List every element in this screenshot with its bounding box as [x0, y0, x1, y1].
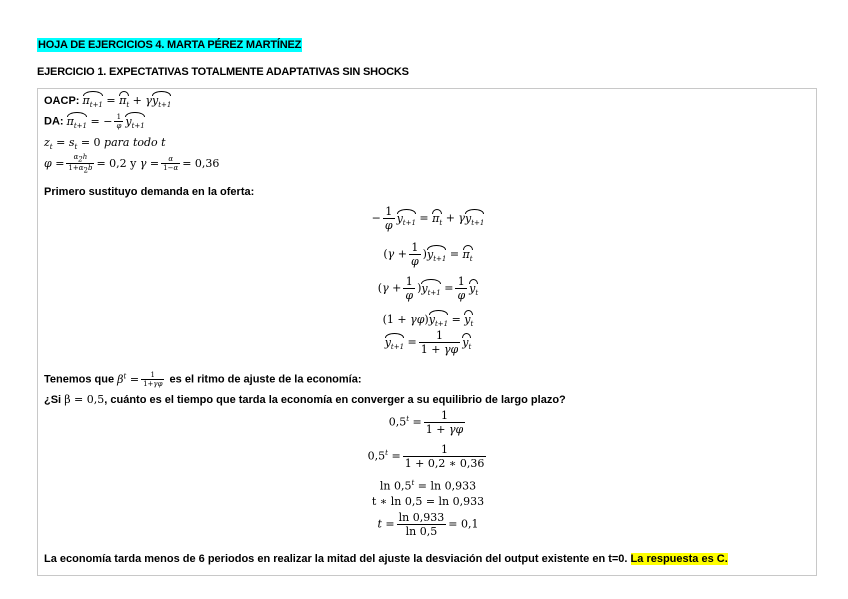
solution-line-1: $0,5^t$ = $\frac{1}{1 + \gamma\varphi}$: [388, 409, 464, 436]
exercise-title: EJERCICIO 1. EXPECTATIVAS TOTALMENTE ADAPTATIVAS SIN SHOCKS: [37, 66, 409, 78]
exercise-box: [37, 88, 817, 576]
question-line: [44, 393, 566, 407]
da-label: DA:: [44, 115, 64, 128]
question-after: , cuánto es el tiempo que tarda la economía en converger a su equilibrio de largo plazo?: [104, 394, 566, 406]
oacp-label: OACP:: [44, 95, 80, 107]
para-todo-text: para todo t: [104, 136, 166, 149]
answer-text: La respuesta es C.: [630, 553, 728, 565]
t-result: = 0,1: [448, 517, 479, 531]
gamma-value: = 0,36: [182, 156, 220, 170]
derivation-line-1: − $\frac{1}{\varphi}$ $y_{t+1} = \pi_t + \gamma y_{t+1}$: [371, 205, 485, 232]
solution-line-4: t ∗ ln 0,5 = ln 0,933: [371, 495, 485, 508]
solution-line-2: $0,5^t$ = $\frac{1}{1 + 0,2 ∗ 0,36}$: [367, 443, 485, 470]
solution-line-3: ln 0,5$^t$ = ln 0,933: [379, 479, 477, 493]
shock-equation: $z_t = s_t = 0$ para todo t: [44, 136, 166, 152]
conclusion-text: La economía tarda menos de 6 periodos en realizar la mitad del ajuste la desviación del output existente en t=0.: [44, 553, 628, 565]
da-equation: DA: $\pi_{t+1}$ = − $\frac{1}{\varphi}$ $y_{t+1}$: [44, 113, 145, 133]
derivation-line-4: $(1 + \gamma\varphi)y_{t+1} = y_t$: [382, 313, 474, 329]
question-beta: β = 0,5: [64, 393, 105, 406]
beta-text-before: Tenemos que: [44, 373, 115, 386]
phi-values: = 0,2 y: [96, 156, 137, 170]
half-value: 0,5: [388, 415, 407, 429]
derivation-line-3: (γ + $\frac{1}{\varphi}$ )$y_{t+1}$ = $\frac{1}{\varphi}$ $y_t$: [377, 275, 479, 302]
beta-text-after: es el ritmo de ajuste de la economía:: [169, 373, 362, 386]
question-before: ¿Si: [44, 394, 62, 406]
ln-left: ln 0,5: [379, 479, 412, 493]
oacp-equation: OACP: $\pi_{t+1} = \pi_t + \gamma y_{t+1}$: [44, 94, 171, 112]
conclusion-line: [44, 552, 728, 566]
step1-text: Primero sustituyo demanda en la oferta:: [44, 186, 255, 198]
denominator-value: 1 + 0,2 ∗ 0,36: [404, 457, 485, 470]
solution-line-5: t = $\frac{\ln 0,933}{\ln 0,5}$ = 0,1: [377, 511, 479, 538]
t-numerator: ln 0,933: [398, 511, 445, 524]
beta-line: Tenemos que $\beta^t$ = $\frac{1}{1+\gamma\varphi}$ es el ritmo de ajuste de la economía:: [44, 371, 362, 389]
document-title: HOJA DE EJERCICIOS 4. MARTA PÉREZ MARTÍNEZ: [38, 39, 302, 51]
derivation-line-5: $y_{t+1}$ = $\frac{1}{1 + \gamma\varphi}$ $y_t$: [384, 329, 472, 356]
derivation-line-2: (γ + $\frac{1}{\varphi}$ )$y_{t+1} = \pi_t$: [383, 241, 473, 268]
phi-equation: φ = $\frac{\alpha_2h}{1+\alpha_2b}$ = 0,2 y γ = $\frac{\alpha}{1-\alpha}$ = 0,36: [44, 153, 220, 175]
ln-right: = ln 0,933: [417, 479, 477, 493]
t-denominator: ln 0,5: [405, 525, 438, 538]
